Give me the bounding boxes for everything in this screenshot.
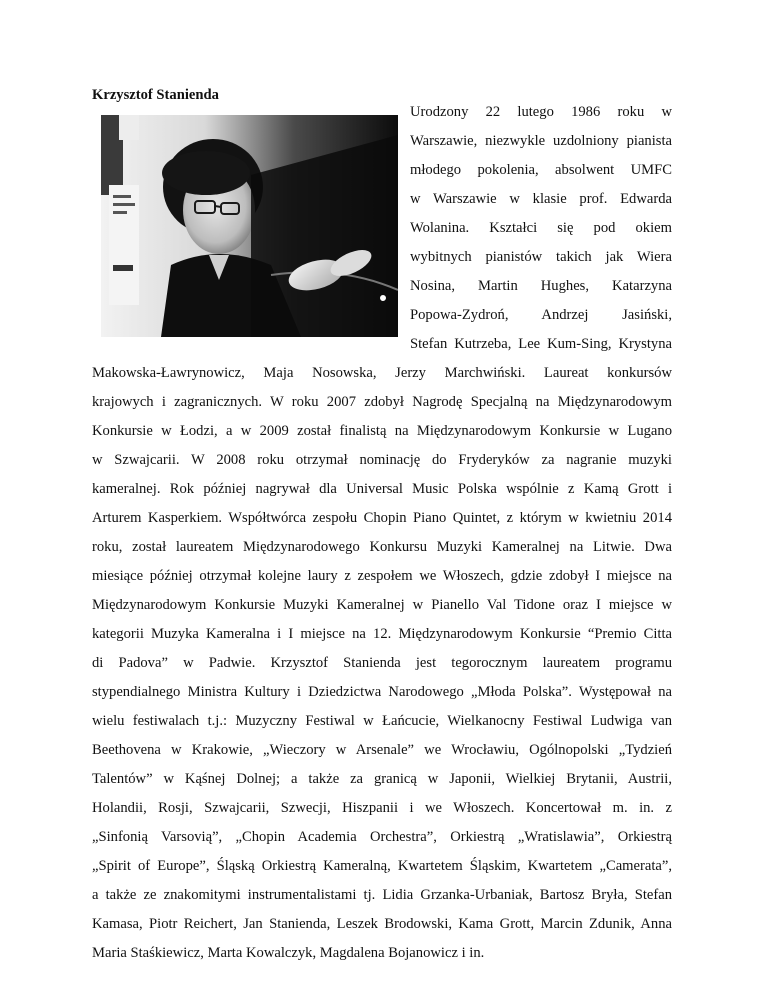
bio-body-line: Holandii, Rosji, Szwajcarii, Szwecji, Hiszpanii i we Włoszech. Koncertował m. in. z (92, 800, 672, 816)
bio-side-line: wybitnych pianistów takich jak Wiera (410, 249, 672, 265)
portrait-photo-image (101, 115, 398, 337)
bio-body-line: Arturem Kasperkiem. Współtwórca zespołu Chopin Piano Quintet, z którym w kwietniu 2014 (92, 510, 672, 526)
bio-body-line: Międzynarodowym Konkursie Muzyki Kameralnej w Pianello Val Tidone oraz I miejsce w (92, 597, 672, 613)
bio-body-line: wielu festiwalach t.j.: Muzyczny Festiwal w Łańcucie, Wielkanocny Festiwal Ludwiga van (92, 713, 672, 729)
bio-side-line: w Warszawie w klasie prof. Edwarda (410, 191, 672, 207)
bio-body-line: miesiące później otrzymał kolejne laury z zespołem we Włoszech, gdzie zdobył I miejsce na (92, 568, 672, 584)
bio-body-line: „Spirit of Europe”, Śląską Orkiestrą Kameralną, Kwartetem Śląskim, Kwartetem „Camerata”, (92, 858, 672, 874)
bio-body-line: a także ze znakomitymi instrumentalistami tj. Lidia Grzanka-Urbaniak, Bartosz Bryła, Stefan (92, 887, 672, 903)
bio-side-line: Wolanina. Kształci się pod okiem (410, 220, 672, 236)
bio-body-line: krajowych i zagranicznych. W roku 2007 zdobył Nagrodę Specjalną na Międzynarodowym (92, 394, 672, 410)
bio-side-line: Popowa-Zydroń, Andrzej Jasiński, (410, 307, 672, 323)
bio-body-line: di Padova” w Padwie. Krzysztof Stanienda jest tegorocznym laureatem programu (92, 655, 672, 671)
bio-side-line: młodego pokolenia, absolwent UMFC (410, 162, 672, 178)
bio-side-line: Warszawie, niezwykle uzdolniony pianista (410, 133, 672, 149)
bio-body-line: Makowska-Ławrynowicz, Maja Nosowska, Jerzy Marchwiński. Laureat konkursów (92, 365, 672, 381)
bio-body-line: „Sinfonią Varsovią”, „Chopin Academia Orchestra”, Orkiestrą „Wratislawia”, Orkiestrą (92, 829, 672, 845)
bio-body-line: Maria Staśkiewicz, Marta Kowalczyk, Magdalena Bojanowicz i in. (92, 945, 485, 961)
bio-body-line: Beethovena w Krakowie, „Wieczory w Arsenale” we Wrocławiu, Ogólnopolski „Tydzień (92, 742, 672, 758)
bio-body-line: w Szwajcarii. W 2008 roku otrzymał nominację do Fryderyków za nagranie muzyki (92, 452, 672, 468)
bio-body-line: Konkursie w Łodzi, a w 2009 został finalistą na Międzynarodowym Konkursie w Lugano (92, 423, 672, 439)
bio-body-line: Kamasa, Piotr Reichert, Jan Stanienda, Leszek Brodowski, Kama Grott, Marcin Zdunik, Anna (92, 916, 672, 932)
portrait-photo (101, 115, 398, 337)
document-title: Krzysztof Stanienda (92, 87, 219, 103)
bio-side-line: Urodzony 22 lutego 1986 roku w (410, 104, 672, 120)
bio-body-line: stypendialnego Ministra Kultury i Dziedzictwa Narodowego „Młoda Polska”. Występował na (92, 684, 672, 700)
bio-body-line: roku, został laureatem Międzynarodowego Konkursu Muzyki Kameralnej na Litwie. Dwa (92, 539, 672, 555)
bio-body-line: kategorii Muzyka Kameralna i I miejsce na 12. Międzynarodowym Konkursie “Premio Citta (92, 626, 672, 642)
bio-side-line: Stefan Kutrzeba, Lee Kum-Sing, Krystyna (410, 336, 672, 352)
bio-body-line: Talentów” w Kąśnej Dolnej; a także za granicą w Japonii, Wielkiej Brytanii, Austrii, (92, 771, 672, 787)
bio-side-line: Nosina, Martin Hughes, Katarzyna (410, 278, 672, 294)
bio-body-line: kameralnej. Rok później nagrywał dla Universal Music Polska wspólnie z Kamą Grott i (92, 481, 672, 497)
